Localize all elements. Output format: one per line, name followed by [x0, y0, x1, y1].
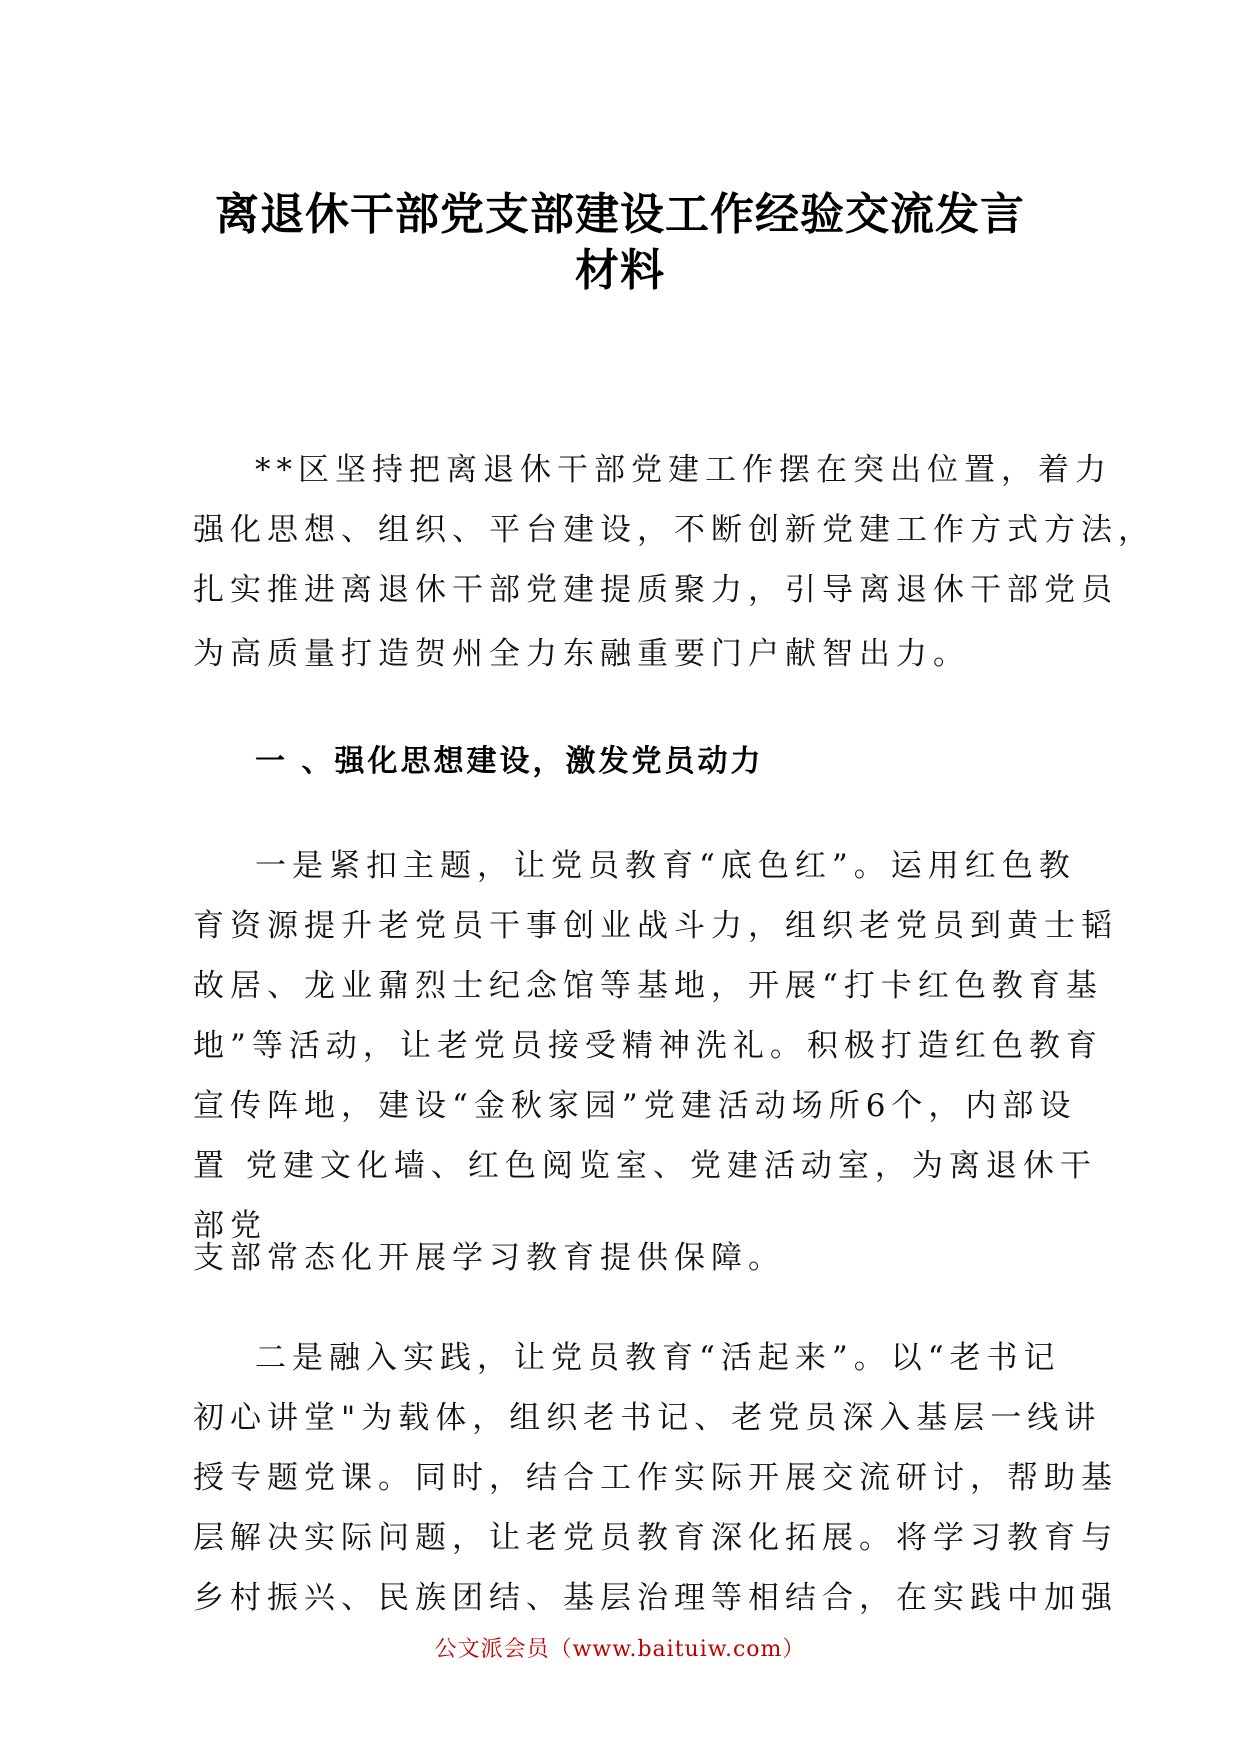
paragraph-line: 一是紧扣主题，让党员教育“底色红”。运用红色教	[255, 848, 1076, 884]
section-heading: 一 、强化思想建设，激发党员动力	[255, 744, 764, 779]
paragraph-line: 宣传阵地，建设“金秋家园”党建活动场所6个，内部设	[193, 1088, 1077, 1124]
paragraph-line: 层解决实际问题，让老党员教育深化拓展。将学习教育与	[193, 1520, 1118, 1556]
intro-paragraph	[193, 440, 1155, 684]
paragraph-line: 置 党建文化墙、红色阅览室、党建活动室，为离退休干	[193, 1148, 1097, 1184]
paragraph-line: 初心讲堂"为载体，组织老书记、老党员深入基层一线讲	[193, 1400, 1102, 1436]
paragraph-line: 育资源提升老党员干事创业战斗力，组织老党员到黄士韬	[193, 908, 1118, 944]
paragraph-1-tail	[193, 1228, 1073, 1288]
intro-line: **区坚持把离退休干部党建工作摆在突出位置，着力	[255, 452, 1112, 488]
paragraph-line: 故居、龙业鼐烈士纪念馆等基地，开展“打卡红色教育基	[193, 968, 1103, 1004]
paragraph-line: 乡村振兴、民族团结、基层治理等相结合，在实践中加强	[193, 1580, 1118, 1616]
paragraph-line: 地”等活动，让老党员接受精神洗礼。积极打造红色教育	[193, 1028, 1103, 1064]
footer-watermark: 公文派会员（www.baituiw.com）	[434, 1637, 806, 1662]
paragraph-line: 授专题党课。同时，结合工作实际开展交流研讨，帮助基	[193, 1460, 1118, 1496]
document-title-line-1: 离退休干部党支部建设工作经验交流发言	[215, 189, 1025, 240]
document-title-line-2: 材料	[575, 245, 665, 296]
paragraph-line: 二是融入实践，让党员教育“活起来”。以“老书记	[255, 1340, 1061, 1376]
intro-line: 强化思想、组织、平台建设，不断创新党建工作方式方法，	[193, 512, 1155, 548]
intro-line: 扎实推进离退休干部党建提质聚力，引导离退休干部党员	[193, 572, 1118, 608]
intro-line: 为高质量打造贺州全力东融重要门户献智出力。	[193, 636, 970, 672]
paragraph-1	[193, 836, 1118, 1256]
paragraph-2	[193, 1328, 1118, 1628]
paragraph-line: 部党	[193, 1208, 267, 1244]
paragraph-line: 支部常态化开展学习教育提供保障。	[193, 1240, 785, 1276]
